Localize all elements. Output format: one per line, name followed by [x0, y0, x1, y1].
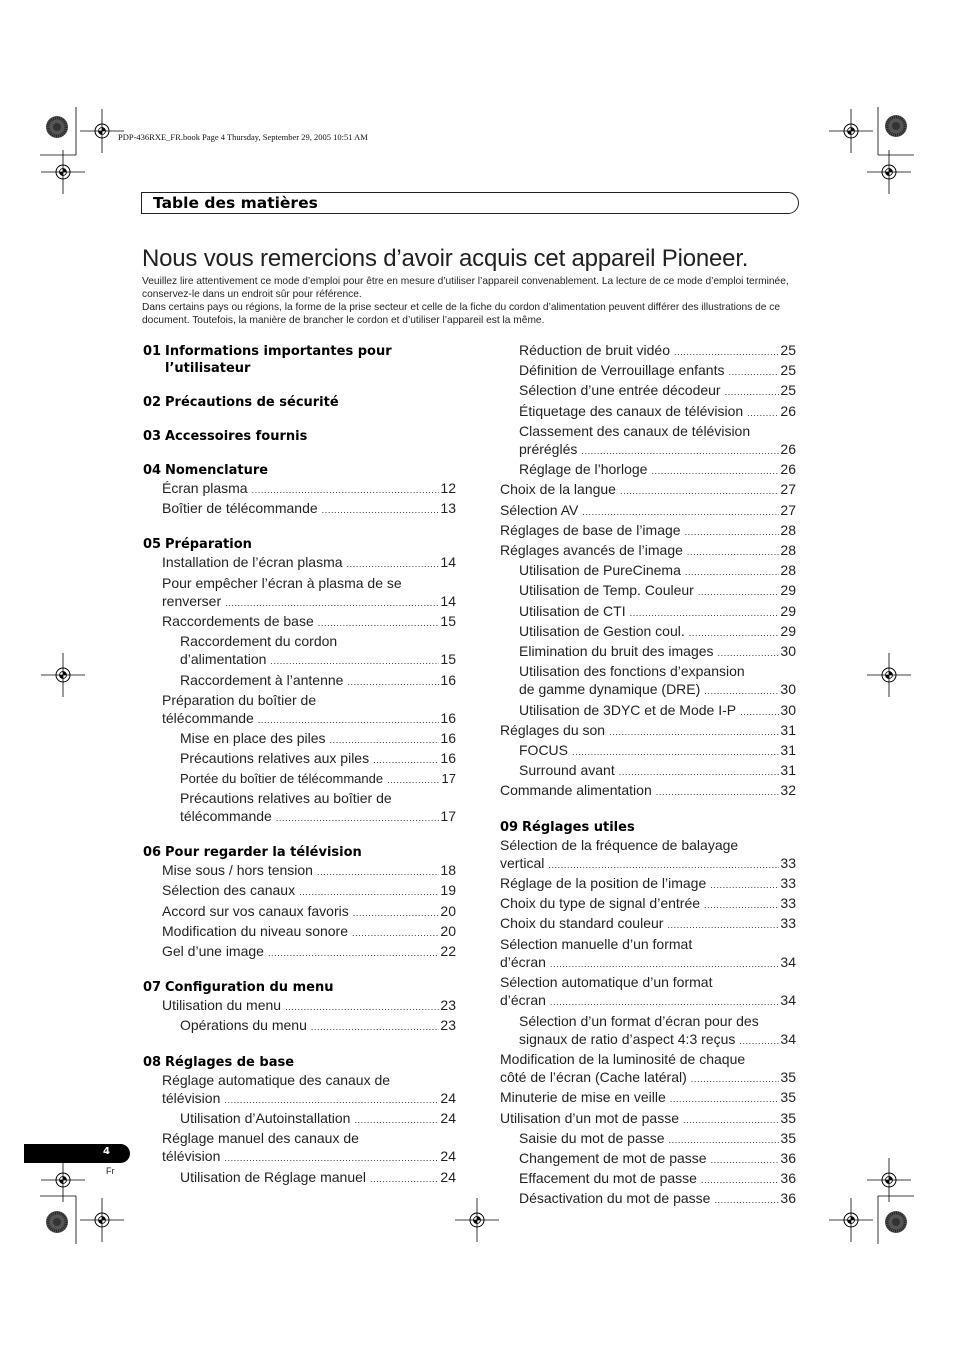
toc-entry[interactable]: Utilisation des fonctions d’expansion de gamme dynamique (DRE) ..... 30	[500, 662, 796, 700]
toc-entry[interactable]: Sélection de la fréquence de balayage vertical ..... 33	[500, 836, 796, 874]
toc-entry[interactable]: Réglage de l’horloge ..... 26	[500, 460, 796, 480]
toc-entry[interactable]: Opérations du menu ..... 23	[143, 1016, 456, 1036]
toc-entry[interactable]: Désactivation du mot de passe ..... 36	[500, 1189, 796, 1209]
toc-entry[interactable]: Sélection d’une entrée décodeur ..... 25	[500, 381, 796, 401]
toc-right-column	[500, 341, 796, 1227]
toc-entries	[143, 996, 456, 1036]
page-number: 4	[103, 1146, 110, 1157]
toc-entry[interactable]: Surround avant ..... 31	[500, 761, 796, 781]
toc-entry[interactable]: Utilisation de Temp. Couleur ..... 29	[500, 581, 796, 601]
toc-entry[interactable]: Raccordement du cordon d’alimentation ..... 15	[143, 632, 456, 670]
toc-entries	[500, 341, 796, 802]
toc-entry[interactable]: Portée du boîtier de télécommande ..... 17	[143, 770, 456, 789]
chapter-heading: 01 Informations importantes pour l’utilisateur	[143, 344, 392, 376]
color-dial-icon	[885, 115, 907, 137]
toc-entry[interactable]: Saisie du mot de passe ..... 35	[500, 1129, 796, 1149]
toc-entry[interactable]: Utilisation de CTI ..... 29	[500, 602, 796, 622]
chapter-heading: 08 Réglages de base	[143, 1054, 295, 1070]
chapter-heading: 06 Pour regarder la télévision	[143, 845, 362, 861]
toc-entry[interactable]: Réglage automatique des canaux de télévision ..... 24	[143, 1071, 456, 1109]
chapter-heading: 07 Configuration du menu	[143, 980, 334, 996]
toc-entry[interactable]: Mise sous / hors tension ..... 18	[143, 861, 456, 881]
toc-entry[interactable]: Utilisation de Réglage manuel ..... 24	[143, 1168, 456, 1188]
toc-entries	[143, 861, 456, 962]
toc-left-column	[143, 341, 456, 1205]
toc-entry[interactable]: Préparation du boîtier de télécommande ..... 16	[143, 691, 456, 729]
toc-entries	[143, 553, 456, 827]
toc-entry[interactable]: Mise en place des piles ..... 16	[143, 729, 456, 749]
toc-entry[interactable]: Réglages du son ..... 31	[500, 721, 796, 741]
toc-entry[interactable]: Choix de la langue ..... 27	[500, 480, 796, 500]
toc-entry[interactable]: Utilisation de Gestion coul. ..... 29	[500, 622, 796, 642]
color-dial-icon	[46, 1211, 68, 1233]
chapter-heading: 03 Accessoires fournis	[143, 429, 308, 444]
book-info: PDP-436RXE_FR.book Page 4 Thursday, September 29, 2005 10:51 AM	[118, 132, 368, 142]
toc-entry[interactable]: Boîtier de télécommande ..... 13	[143, 499, 456, 519]
toc-entry[interactable]: Réduction de bruit vidéo ..... 25	[500, 341, 796, 361]
toc-entry[interactable]: Précautions relatives aux piles ..... 16	[143, 749, 456, 769]
toc-entry[interactable]: Raccordement à l’antenne ..... 16	[143, 671, 456, 691]
toc-entry[interactable]: Sélection manuelle d’un format d’écran ..... 34	[500, 935, 796, 973]
chapter-heading: 09 Réglages utiles	[500, 819, 635, 835]
toc-entries	[143, 479, 456, 519]
page-number-badge	[24, 1144, 130, 1163]
toc-entry[interactable]: Réglage de la position de l’image ..... 33	[500, 874, 796, 894]
toc-entry[interactable]: Précautions relatives au boîtier de télécommande ..... 17	[143, 789, 456, 827]
toc-entry[interactable]: Modification de la luminosité de chaque côté de l’écran (Cache latéral) ..... 35	[500, 1050, 796, 1088]
toc-entry[interactable]: Choix du standard couleur ..... 33	[500, 914, 796, 934]
chapter-heading: 04 Nomenclature	[143, 463, 269, 478]
toc-entry[interactable]: Utilisation de 3DYC et de Mode I-P ..... 30	[500, 701, 796, 721]
toc-entry[interactable]: Commande alimentation ..... 32	[500, 781, 796, 801]
language-code: Fr	[106, 1166, 115, 1176]
toc-entry[interactable]: Classement des canaux de télévision préréglés ..... 26	[500, 422, 796, 460]
toc-entries	[500, 836, 796, 1210]
toc-entry[interactable]: Écran plasma ..... 12	[143, 479, 456, 499]
toc-entry[interactable]: Elimination du bruit des images ..... 30	[500, 642, 796, 662]
toc-entry[interactable]: Modification du niveau sonore ..... 20	[143, 922, 456, 942]
toc-entry[interactable]: Utilisation du menu ..... 23	[143, 996, 456, 1016]
toc-entry[interactable]: FOCUS ..... 31	[500, 741, 796, 761]
section-tab	[141, 192, 799, 214]
toc-entry[interactable]: Utilisation d’Autoinstallation ..... 24	[143, 1109, 456, 1129]
section-title: Table des matières	[153, 194, 318, 212]
toc-entry[interactable]: Réglage manuel des canaux de télévision ..... 24	[143, 1129, 456, 1167]
chapter-heading: 05 Préparation	[143, 537, 252, 553]
toc-entry[interactable]: Réglages avancés de l’image ..... 28	[500, 541, 796, 561]
toc-entries	[143, 1071, 456, 1188]
toc-entry[interactable]: Utilisation d’un mot de passe ..... 35	[500, 1109, 796, 1129]
toc-entry[interactable]: Gel d’une image ..... 22	[143, 942, 456, 962]
toc-entry[interactable]: Pour empêcher l’écran à plasma de se renverser ..... 14	[143, 574, 456, 612]
intro-text	[142, 275, 792, 327]
color-dial-icon	[46, 116, 68, 138]
toc-entry[interactable]: Installation de l’écran plasma ..... 14	[143, 553, 456, 573]
toc-entry[interactable]: Sélection automatique d’un format d’écran ..... 34	[500, 973, 796, 1011]
toc-entry[interactable]: Réglages de base de l’image ..... 28	[500, 521, 796, 541]
color-dial-icon	[885, 1211, 907, 1233]
intro-paragraph: Dans certains pays ou régions, la forme de la prise secteur et celle de la fiche du cordon d’alimentation peuvent différer des illustrations de ce document. Toutefois, la manière de brancher le cordon et d’utiliser l’appareil est la même.	[142, 302, 781, 326]
toc-entry[interactable]: Changement de mot de passe ..... 36	[500, 1149, 796, 1169]
toc-entry[interactable]: Sélection AV ..... 27	[500, 501, 796, 521]
intro-paragraph: Veuillez lire attentivement ce mode d’emploi pour être en mesure d’utiliser l’appareil convenablement. La lecture de ce mode d’emploi terminée, conservez-le dans un endroit sûr pour référence.	[142, 276, 789, 300]
chapter-heading: 02 Précautions de sécurité	[143, 395, 339, 410]
toc-entry[interactable]: Définition de Verrouillage enfants ..... 25	[500, 361, 796, 381]
toc-entry[interactable]: Minuterie de mise en veille ..... 35	[500, 1088, 796, 1108]
toc-entry[interactable]: Étiquetage des canaux de télévision ..... 26	[500, 402, 796, 422]
toc-entry[interactable]: Choix du type de signal d’entrée ..... 33	[500, 894, 796, 914]
page-headline: Nous vous remercions d’avoir acquis cet appareil Pioneer.	[142, 245, 749, 272]
toc-entry[interactable]: Sélection d’un format d’écran pour des signaux de ratio d’aspect 4:3 reçus ..... 34	[500, 1012, 796, 1050]
toc-entry[interactable]: Accord sur vos canaux favoris ..... 20	[143, 902, 456, 922]
toc-entry[interactable]: Effacement du mot de passe ..... 36	[500, 1169, 796, 1189]
toc-entry[interactable]: Sélection des canaux ..... 19	[143, 881, 456, 901]
toc-entry[interactable]: Raccordements de base ..... 15	[143, 612, 456, 632]
toc-entry[interactable]: Utilisation de PureCinema ..... 28	[500, 561, 796, 581]
